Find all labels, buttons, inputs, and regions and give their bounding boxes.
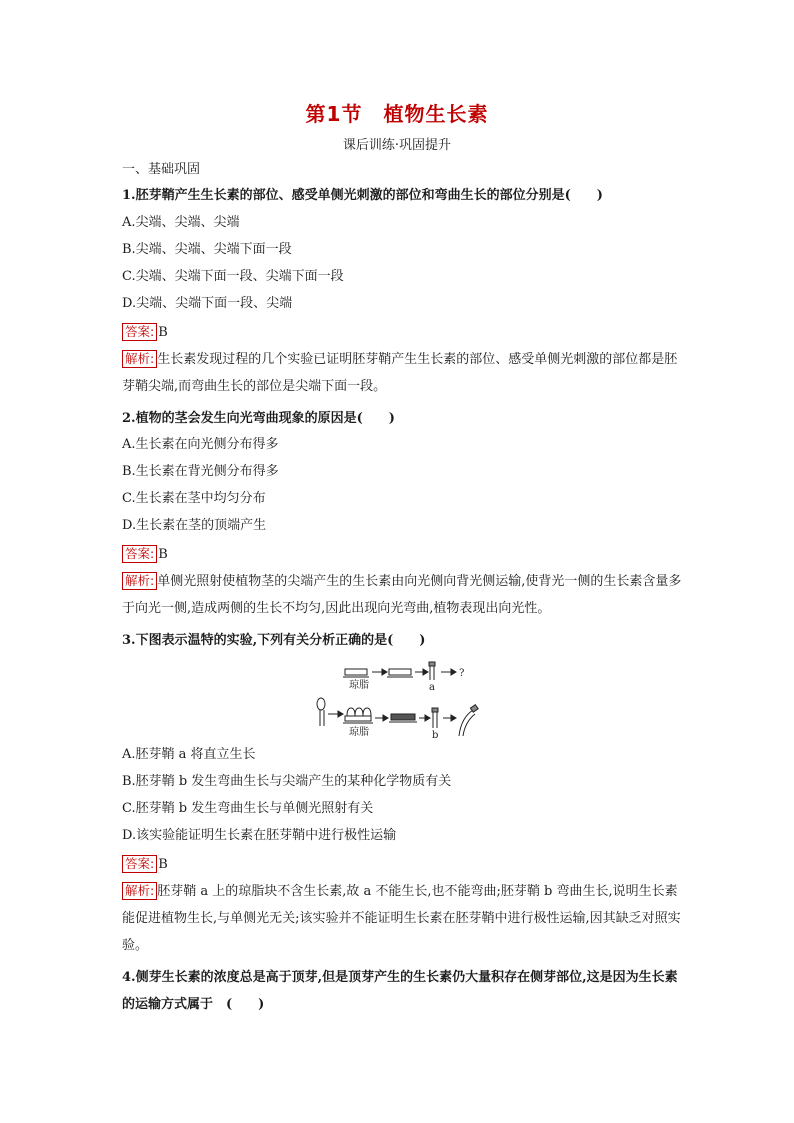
label-question: ?	[459, 668, 465, 679]
q3-analysis-text: 胚芽鞘 a 上的琼脂块不含生长素,故 a 不能生长,也不能弯曲;胚芽鞘 b 弯曲生长,说明生长素能促进植物生长,与单侧光无关;该实验并不能证明生长素在胚芽鞘中进行极性运输,因其缺乏对照实验。	[122, 884, 681, 953]
answer-tag: 答案:	[122, 545, 157, 563]
q4-stem: 4.侧芽生长素的浓度总是高于顶芽,但是顶芽产生的生长素仍大量积存在侧芽部位,这是因为生长素的运输方式属于 ( )	[122, 970, 678, 1012]
q1-option-a: A.尖端、尖端、尖端	[122, 215, 240, 230]
answer-tag: 答案:	[122, 323, 157, 341]
q1-option-c: C.尖端、尖端下面一段、尖端下面一段	[122, 269, 344, 284]
arrow-head-icon	[425, 715, 430, 721]
bent-coleoptile-icon	[459, 710, 475, 736]
analysis-tag: 解析:	[122, 882, 157, 900]
analysis-tag: 解析:	[122, 572, 157, 590]
q3-option-a: A.胚芽鞘 a 将直立生长	[122, 747, 256, 762]
section-heading: 一、基础巩固	[122, 162, 201, 177]
agar-block-icon	[345, 716, 371, 721]
q2-option-b: B.生长素在背光侧分布得多	[122, 464, 279, 479]
label-b: b	[432, 730, 439, 740]
arrow-head-icon	[451, 715, 456, 721]
q1-analysis	[122, 346, 688, 400]
answer-tag: 答案:	[122, 855, 157, 873]
q2-analysis-text: 单侧光照射使植物茎的尖端产生的生长素由向光侧向背光侧运输,使背光一侧的生长素含量多于向光一侧,造成两侧的生长不均匀,因此出现向光弯曲,植物表现出向光性。	[122, 574, 682, 616]
q2-answer	[122, 545, 168, 564]
label-a: a	[429, 682, 435, 693]
q1-option-b: B.尖端、尖端、尖端下面一段	[122, 242, 292, 257]
arrow-head-icon	[423, 669, 428, 675]
q3-analysis	[122, 878, 688, 959]
analysis-tag: 解析:	[122, 350, 157, 368]
q3-option-c: C.胚芽鞘 b 发生弯曲生长与单侧光照射有关	[122, 801, 374, 816]
arrow-head-icon	[383, 715, 388, 721]
q2-stem: 2.植物的茎会发生向光弯曲现象的原因是( )	[122, 411, 395, 426]
q1-option-d: D.尖端、尖端下面一段、尖端	[122, 296, 293, 311]
arrow-head-icon	[382, 669, 387, 675]
q3-stem: 3.下图表示温特的实验,下列有关分析正确的是( )	[122, 633, 426, 648]
q2-option-d: D.生长素在茎的顶端产生	[122, 518, 267, 533]
q2-option-a: A.生长素在向光侧分布得多	[122, 437, 279, 452]
q1-answer	[122, 323, 168, 342]
page-title: 第1节 植物生长素	[305, 102, 489, 126]
q3-answer	[122, 855, 168, 874]
q2-analysis	[122, 568, 688, 622]
q1-stem: 1.胚芽鞘产生生长素的部位、感受单侧光刺激的部位和弯曲生长的部位分别是( )	[122, 188, 603, 203]
coleoptile-tips-icon	[347, 708, 371, 716]
q1-analysis-text: 生长素发现过程的几个实验已证明胚芽鞘产生生长素的部位、感受单侧光刺激的部位都是胚芽鞘尖端,而弯曲生长的部位是尖端下面一段。	[122, 352, 678, 394]
arrow-head-icon	[451, 669, 456, 675]
q3-option-d: D.该实验能证明生长素在胚芽鞘中进行极性运输	[122, 828, 397, 843]
arrow-head-icon	[338, 711, 343, 717]
agar-block-icon	[389, 669, 411, 675]
page-subtitle: 课后训练·巩固提升	[342, 138, 452, 153]
q2-option-c: C.生长素在茎中均匀分布	[122, 491, 266, 506]
coleoptile-tip-icon	[317, 698, 325, 710]
agar-label-bottom: 琼脂	[349, 727, 369, 738]
q1-answer-value: B	[158, 325, 168, 340]
q3-answer-value: B	[158, 857, 168, 872]
agar-block-treated-icon	[391, 714, 415, 720]
agar-cube-icon	[429, 662, 435, 666]
agar-cube-icon	[432, 708, 438, 712]
agar-block-icon	[345, 669, 367, 675]
q3-option-b: B.胚芽鞘 b 发生弯曲生长与尖端产生的某种化学物质有关	[122, 774, 452, 789]
agar-label-top: 琼脂	[349, 680, 369, 691]
went-experiment-figure	[305, 656, 495, 740]
q2-answer-value: B	[158, 547, 168, 562]
